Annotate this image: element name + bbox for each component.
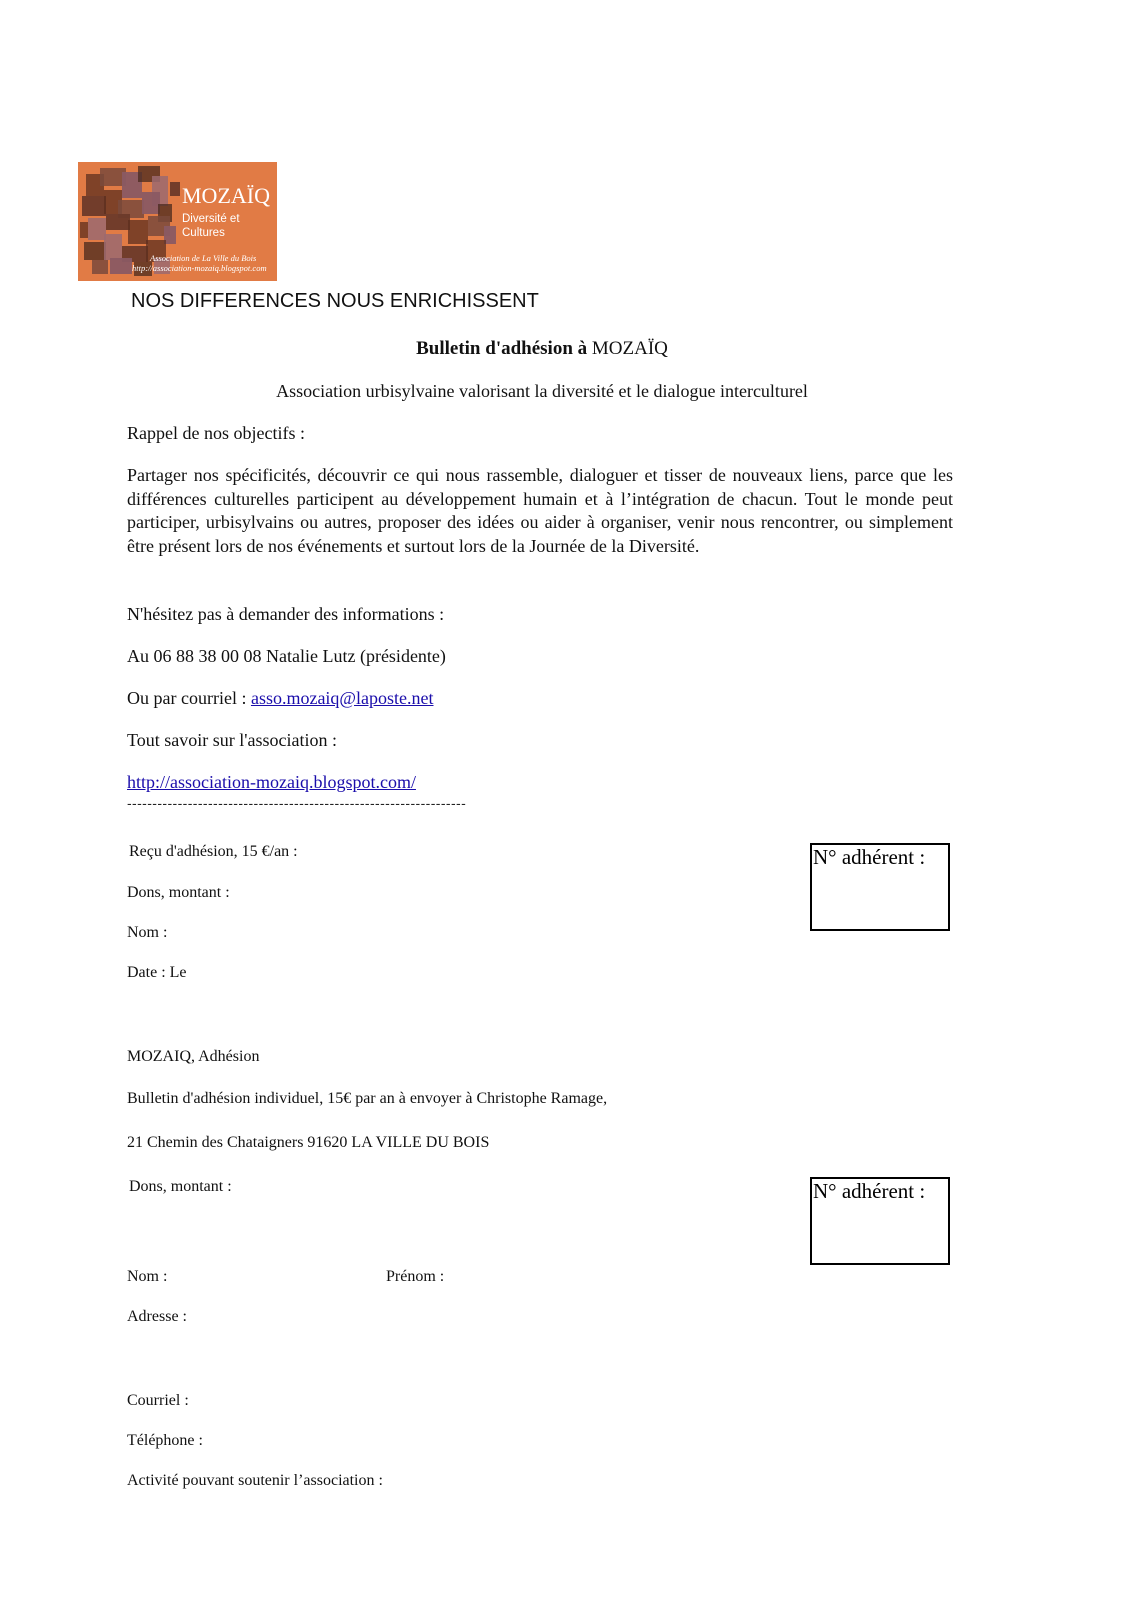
page-title xyxy=(0,337,1084,361)
form-address-label: Adresse : xyxy=(127,1308,187,1325)
logo-association: Association de La Ville du Bois xyxy=(150,253,257,263)
receipt-member-number-label: N° adhérent : xyxy=(813,845,926,869)
email-link[interactable]: asso.mozaiq@laposte.net xyxy=(250,688,434,708)
form-mailing-address: 21 Chemin des Chataigners 91620 LA VILLE DU BOIS xyxy=(127,1134,490,1151)
logo-mosaic-square xyxy=(104,234,122,260)
receipt-name-label: Nom : xyxy=(127,924,168,941)
phone-line: Au 06 88 38 00 08 Natalie Lutz (présidente) xyxy=(127,646,446,666)
logo-mosaic-square xyxy=(92,260,108,274)
logo-mosaic-square xyxy=(80,222,88,238)
receipt-label: Reçu d'adhésion, 15 €/an : xyxy=(129,843,298,860)
logo-tagline: Diversité et Cultures xyxy=(182,213,240,239)
logo-mosaic-square xyxy=(82,196,106,216)
form-member-number-label: N° adhérent : xyxy=(813,1179,926,1203)
receipt-member-number-box[interactable] xyxy=(810,843,950,931)
form-activity-label: Activité pouvant soutenir l’association : xyxy=(127,1472,383,1489)
form-heading: MOZAIQ, Adhésion xyxy=(127,1048,260,1065)
blog-link[interactable]: http://association-mozaiq.blogspot.com/ xyxy=(127,772,416,792)
subtitle: Association urbisylvaine valorisant la diversité et le dialogue interculturel xyxy=(276,381,808,401)
form-firstname-label: Prénom : xyxy=(386,1268,445,1285)
receipt-donations-label: Dons, montant : xyxy=(127,884,230,901)
email-prefix: Ou par courriel : xyxy=(127,688,251,708)
all-about-label: Tout savoir sur l'association : xyxy=(127,730,337,750)
form-donations-label: Dons, montant : xyxy=(129,1178,232,1195)
receipt-date-label: Date : Le xyxy=(127,964,187,981)
form-phone-label: Téléphone : xyxy=(127,1432,203,1449)
form-email-label: Courriel : xyxy=(127,1392,189,1409)
email-line xyxy=(127,687,433,709)
logo-mosaic-square xyxy=(110,258,132,274)
form-name-label: Nom : xyxy=(127,1268,168,1285)
form-member-number-box[interactable] xyxy=(810,1177,950,1265)
logo-mosaic-square xyxy=(170,182,180,196)
mozaiq-logo xyxy=(78,162,277,281)
logo-mosaic-square xyxy=(106,214,130,230)
title-name: MOZAÏQ xyxy=(587,338,668,359)
title-bold: Bulletin d'adhésion à xyxy=(416,338,588,359)
logo-mosaic-square xyxy=(128,220,148,244)
slogan: NOS DIFFERENCES NOUS ENRICHISSENT xyxy=(131,290,539,312)
objectives-text: Partager nos spécificités, découvrir ce qui nous rassemble, dialoguer et tisser de nouveaux liens, parce que les différences culturelles participent au développement humain et à l’intégration de chacun. Tout le monde peut participer, urbisylvains ou autres, proposer des idées ou aider à organiser, venir nous rencontrer, ou simplement être présent lors de nos événements et surtout lors de la Journée de la Diversité. xyxy=(127,465,953,556)
info-label: N'hésitez pas à demander des informations : xyxy=(127,604,445,624)
objectives-label: Rappel de nos objectifs : xyxy=(127,423,305,443)
form-individual-info: Bulletin d'adhésion individuel, 15€ par an à envoyer à Christophe Ramage, xyxy=(127,1090,608,1107)
logo-brand: MOZAÏQ xyxy=(182,183,270,208)
logo-url: http://association-mozaiq.blogspot.com xyxy=(132,263,267,273)
logo-mosaic-square xyxy=(84,242,106,260)
cut-line-separator: ------------------------------------------------------------------- xyxy=(127,795,467,811)
